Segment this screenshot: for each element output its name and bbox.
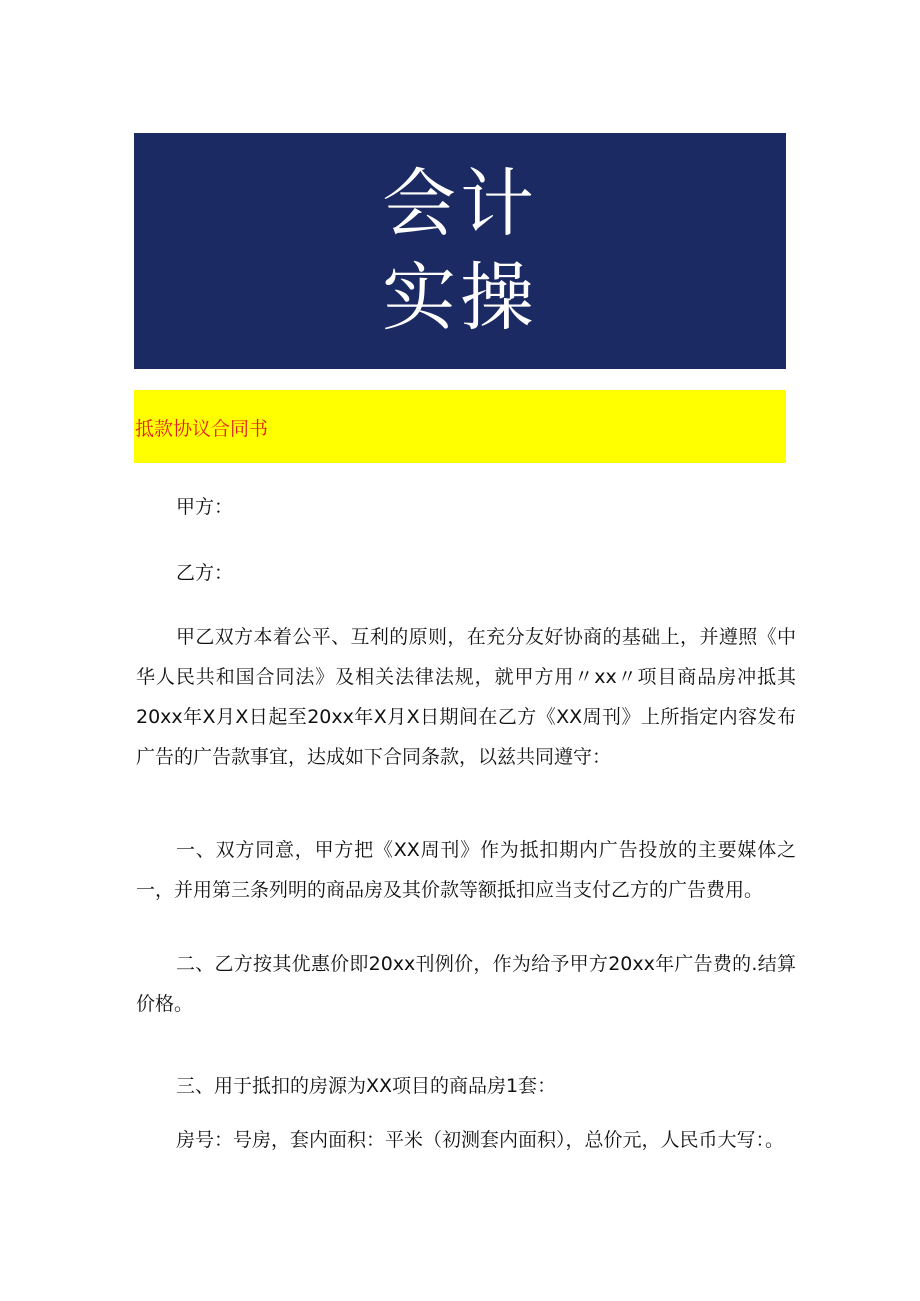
document-title-bar: [134, 390, 786, 463]
party-a-line: 甲方：: [176, 496, 234, 518]
intro-paragraph: 甲乙双方本着公平、互利的原则，在充分友好协商的基础上，并遵照《中华人民共和国合同法》及相关法律法规，就甲方用〃xx〃项目商品房冲抵其20xx年X月X日起至20xx年X月X日期间在乙方《XX周刊》上所指定内容发布广告的广告款事宜，达成如下合同条款，以兹共同遵守：: [136, 626, 796, 768]
document-title: 抵款协议合同书: [135, 418, 269, 440]
clause-2-paragraph: 二、乙方按其优惠价即20xx刊例价，作为给予甲方20xx年广告费的.结算价格。: [136, 953, 796, 1015]
banner-title-line-2: 实操: [382, 255, 538, 341]
clause-3-detail: 房号：号房，套内面积：平米（初测套内面积），总价元，人民币大写：。: [176, 1129, 785, 1151]
clause-3-paragraph: 三、用于抵扣的房源为XX项目的商品房1套：: [176, 1075, 557, 1097]
party-b-line: 乙方：: [176, 562, 234, 584]
clause-1-paragraph: 一、双方同意，甲方把《XX周刊》作为抵扣期内广告投放的主要媒体之一，并用第三条列明的商品房及其价款等额抵扣应当支付乙方的广告费用。: [136, 839, 796, 901]
banner-title-line-1: 会计: [382, 161, 538, 247]
cover-banner: [134, 133, 786, 369]
